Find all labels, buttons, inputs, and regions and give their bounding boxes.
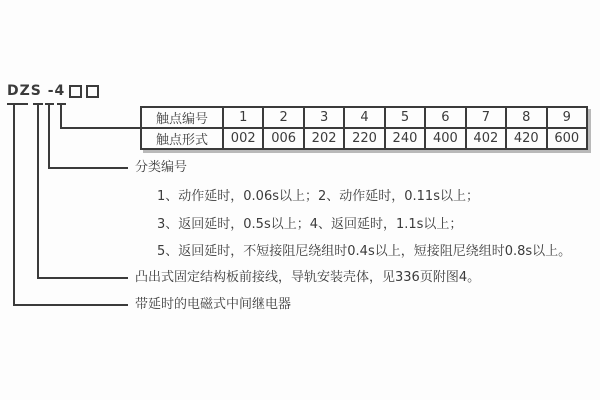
connector-stem-box2 [60,103,62,129]
contact-form-cell: 220 [344,128,384,149]
model-code [7,83,99,99]
contact-number-cell: 1 [223,107,263,128]
contact-number-cell: 3 [304,107,344,128]
contact-number-row [141,107,587,128]
contact-form-cell: 002 [223,128,263,149]
structure-label: 凸出式固定结构板前接线，导轨安装壳体，见336页附图4。 [135,270,481,285]
contact-number-cell: 4 [344,107,384,128]
contact-number-cell: 9 [547,107,588,128]
row-header-contact-number: 触点编号 [141,107,223,128]
note-line-2: 3、返回延时，0.5s以上；4、返回延时，1.1s以上； [157,217,463,232]
connector-to-structure [37,277,128,279]
classification-label: 分类编号 [135,160,188,175]
connector-stem-dzs [13,103,15,306]
relay-type-label: 带延时的电磁式中间继电器 [135,297,292,312]
model-code-text: DZS -4 [7,83,66,99]
contact-form-cell: 600 [547,128,588,149]
contact-number-cell: 2 [263,107,303,128]
contact-form-row [141,128,587,149]
contact-number-cell: 5 [385,107,425,128]
tick-cap-dzs [7,103,28,105]
contact-form-cell: 402 [466,128,506,149]
contact-number-cell: 7 [466,107,506,128]
note-line-1: 1、动作延时，0.06s以上；2、动作延时，0.11s以上； [157,189,479,204]
model-placeholder-box-1 [69,85,82,98]
connector-stem-box1 [48,103,50,169]
connector-to-relay-type [13,304,128,306]
connector-to-classification [48,167,128,169]
contact-table [140,106,588,150]
contact-form-cell: 420 [506,128,546,149]
note-line-3: 5、返回延时，不短接阻尼绕组时0.4s以上，短接阻尼绕组时0.8s以上。 [157,244,572,259]
contact-form-cell: 240 [385,128,425,149]
row-header-contact-form: 触点形式 [141,128,223,149]
contact-number-cell: 8 [506,107,546,128]
connector-stem-4 [37,103,39,279]
contact-form-cell: 400 [425,128,465,149]
contact-form-cell: 202 [304,128,344,149]
model-placeholder-box-2 [86,85,99,98]
connector-to-table [60,127,140,129]
contact-number-cell: 6 [425,107,465,128]
contact-form-cell: 006 [263,128,303,149]
